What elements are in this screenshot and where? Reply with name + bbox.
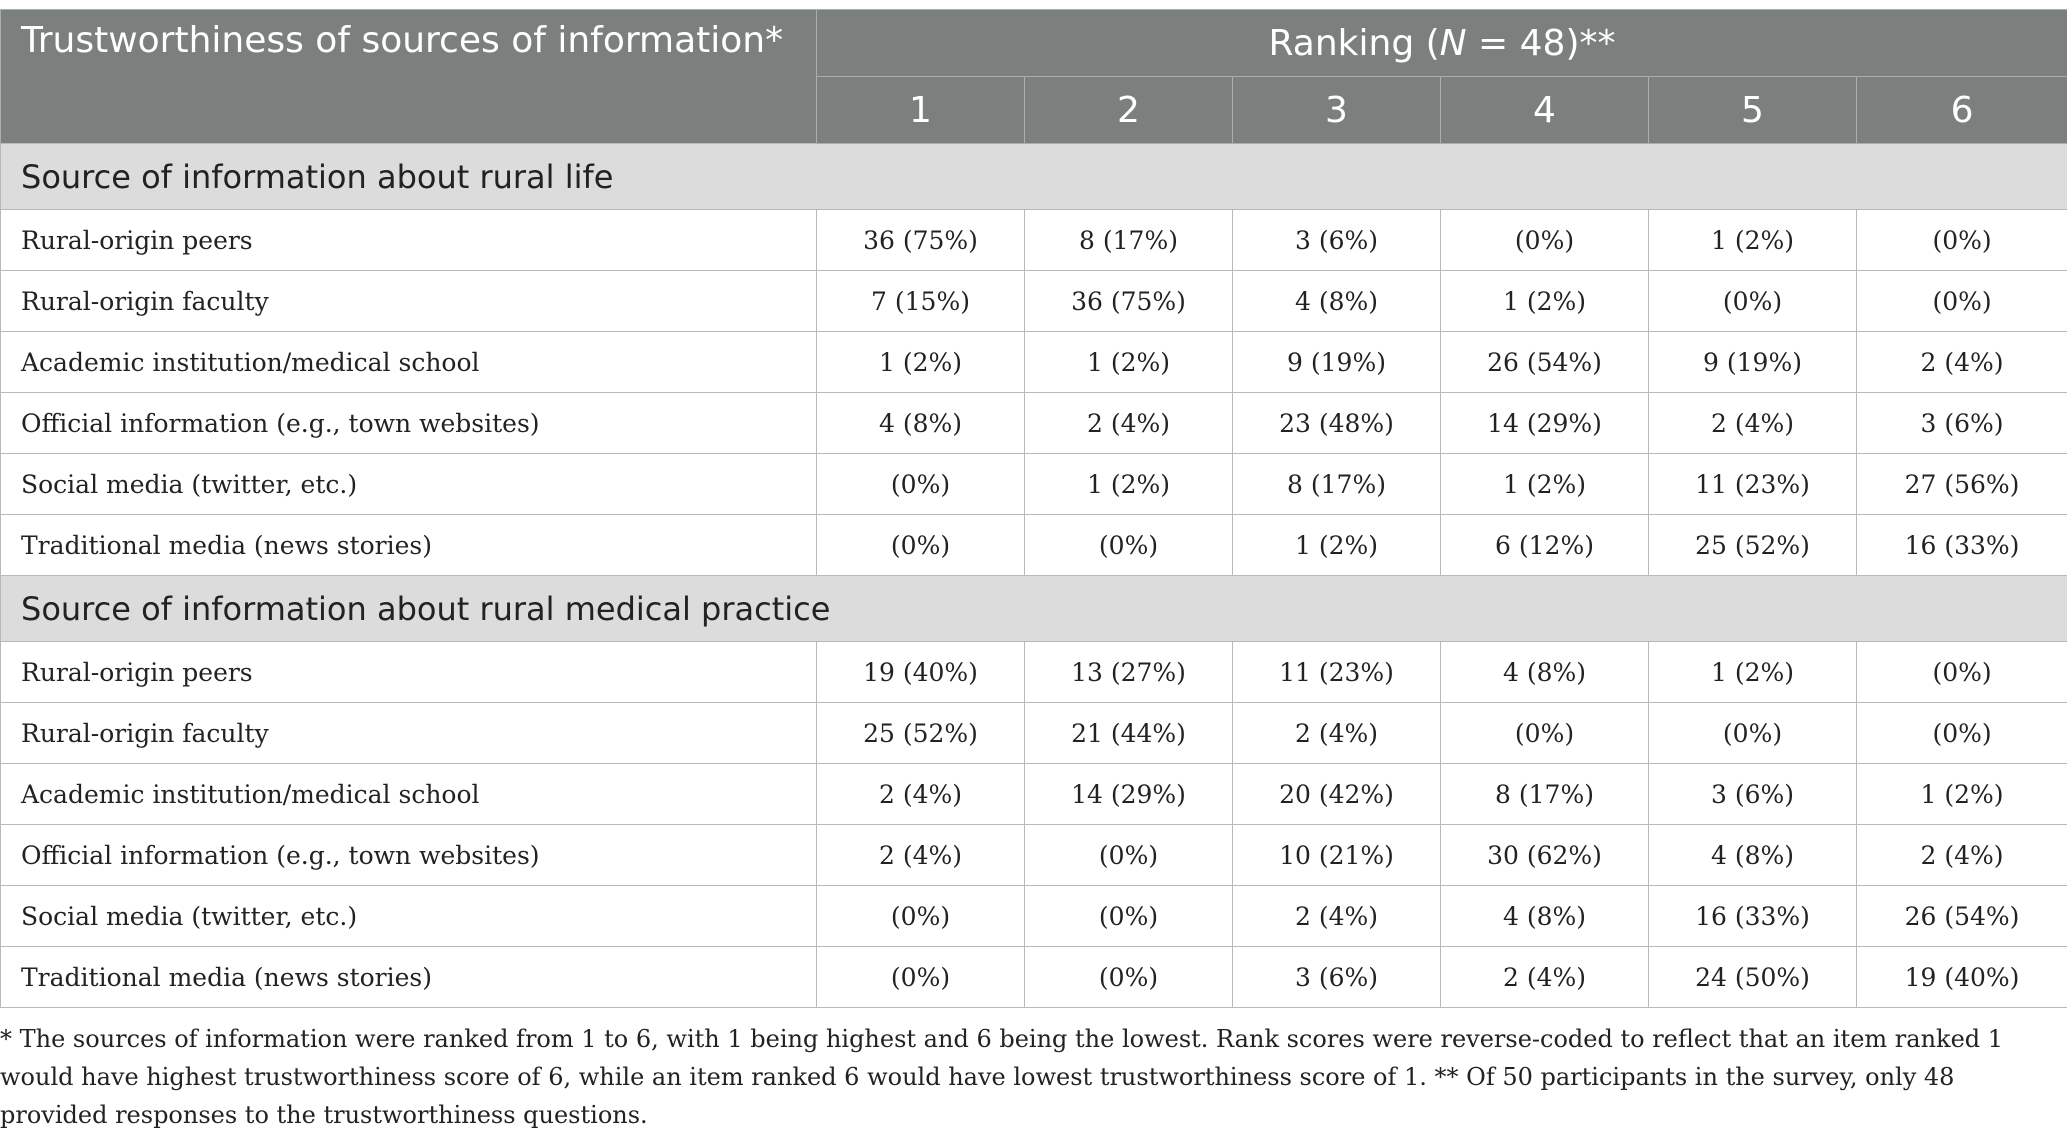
rank-2-cell: (0%): [1025, 515, 1233, 576]
table-row: [1, 454, 2067, 515]
rank-6-cell: 3 (6%): [1857, 393, 2067, 454]
ranking-suffix: = 48)**: [1466, 22, 1616, 64]
rank-4-cell: (0%): [1441, 703, 1649, 764]
rank-header-4: 4: [1441, 77, 1649, 144]
rank-header-1: 1: [817, 77, 1025, 144]
rank-4-cell: (0%): [1441, 210, 1649, 271]
rank-3-cell: 2 (4%): [1233, 703, 1441, 764]
rank-4-cell: 4 (8%): [1441, 886, 1649, 947]
column-header-ranking: [817, 10, 2067, 77]
section-title: Source of information about rural medical practice: [1, 576, 2067, 642]
table-row: [1, 764, 2067, 825]
rank-3-cell: 20 (42%): [1233, 764, 1441, 825]
rank-4-cell: 8 (17%): [1441, 764, 1649, 825]
rank-6-cell: 26 (54%): [1857, 886, 2067, 947]
rank-6-cell: 19 (40%): [1857, 947, 2067, 1008]
rank-1-cell: 7 (15%): [817, 271, 1025, 332]
rank-2-cell: (0%): [1025, 947, 1233, 1008]
rank-3-cell: 10 (21%): [1233, 825, 1441, 886]
rank-1-cell: 2 (4%): [817, 764, 1025, 825]
rank-5-cell: 25 (52%): [1649, 515, 1857, 576]
row-label: Rural-origin faculty: [1, 271, 817, 332]
rank-3-cell: 1 (2%): [1233, 515, 1441, 576]
rank-2-cell: 21 (44%): [1025, 703, 1233, 764]
rank-6-cell: 2 (4%): [1857, 825, 2067, 886]
table-row: [1, 393, 2067, 454]
table-row: [1, 886, 2067, 947]
rank-6-cell: (0%): [1857, 210, 2067, 271]
table-row: [1, 271, 2067, 332]
rank-header-6: 6: [1857, 77, 2067, 144]
row-label: Academic institution/medical school: [1, 332, 817, 393]
row-label: Official information (e.g., town websites): [1, 393, 817, 454]
rank-4-cell: 1 (2%): [1441, 454, 1649, 515]
table-body: [1, 144, 2067, 1008]
rank-1-cell: (0%): [817, 947, 1025, 1008]
rank-6-cell: (0%): [1857, 703, 2067, 764]
rank-4-cell: 1 (2%): [1441, 271, 1649, 332]
rank-5-cell: 4 (8%): [1649, 825, 1857, 886]
table-row: [1, 210, 2067, 271]
rank-1-cell: 25 (52%): [817, 703, 1025, 764]
rank-2-cell: 1 (2%): [1025, 454, 1233, 515]
rank-3-cell: 2 (4%): [1233, 886, 1441, 947]
rank-6-cell: (0%): [1857, 271, 2067, 332]
column-header-label: Trustworthiness of sources of information*: [1, 10, 817, 144]
rank-6-cell: 2 (4%): [1857, 332, 2067, 393]
rank-2-cell: 14 (29%): [1025, 764, 1233, 825]
rank-header-3: 3: [1233, 77, 1441, 144]
rank-header-2: 2: [1025, 77, 1233, 144]
row-label: Rural-origin faculty: [1, 703, 817, 764]
rank-1-cell: 4 (8%): [817, 393, 1025, 454]
rank-1-cell: 1 (2%): [817, 332, 1025, 393]
section-header-row: [1, 144, 2067, 210]
rank-5-cell: (0%): [1649, 271, 1857, 332]
row-label: Social media (twitter, etc.): [1, 454, 817, 515]
rank-5-cell: 11 (23%): [1649, 454, 1857, 515]
rank-2-cell: (0%): [1025, 825, 1233, 886]
rank-4-cell: 26 (54%): [1441, 332, 1649, 393]
row-label: Traditional media (news stories): [1, 947, 817, 1008]
rank-5-cell: 2 (4%): [1649, 393, 1857, 454]
rank-6-cell: 16 (33%): [1857, 515, 2067, 576]
rank-6-cell: 27 (56%): [1857, 454, 2067, 515]
rank-3-cell: 11 (23%): [1233, 642, 1441, 703]
rank-3-cell: 8 (17%): [1233, 454, 1441, 515]
table-row: [1, 703, 2067, 764]
rank-2-cell: 8 (17%): [1025, 210, 1233, 271]
rank-5-cell: 3 (6%): [1649, 764, 1857, 825]
rank-5-cell: (0%): [1649, 703, 1857, 764]
table-row: [1, 515, 2067, 576]
ranking-prefix: Ranking (: [1268, 22, 1440, 64]
table-row: [1, 332, 2067, 393]
rank-4-cell: 2 (4%): [1441, 947, 1649, 1008]
rank-6-cell: (0%): [1857, 642, 2067, 703]
table-footnote: * The sources of information were ranked from 1 to 6, with 1 being highest and 6 being the lowest. Rank scores were reverse-coded to reflect that an item ranked 1 would have highest trustworthiness score of 6, while an item ranked 6 would have lowest trustworthiness score of 1. ** Of 50 participants in the survey, only 48 provided responses to the trustworthiness questions.: [0, 1025, 2004, 1129]
section-header-row: [1, 576, 2067, 642]
section-title: Source of information about rural life: [1, 144, 2067, 210]
rank-5-cell: 24 (50%): [1649, 947, 1857, 1008]
rank-5-cell: 16 (33%): [1649, 886, 1857, 947]
trustworthiness-table: [0, 9, 2067, 1008]
rank-2-cell: 1 (2%): [1025, 332, 1233, 393]
rank-2-cell: (0%): [1025, 886, 1233, 947]
rank-4-cell: 6 (12%): [1441, 515, 1649, 576]
ranking-n: N: [1439, 22, 1467, 64]
row-label: Social media (twitter, etc.): [1, 886, 817, 947]
row-label: Official information (e.g., town websites): [1, 825, 817, 886]
rank-3-cell: 23 (48%): [1233, 393, 1441, 454]
rank-3-cell: 9 (19%): [1233, 332, 1441, 393]
table-row: [1, 642, 2067, 703]
rank-6-cell: 1 (2%): [1857, 764, 2067, 825]
rank-1-cell: 2 (4%): [817, 825, 1025, 886]
rank-1-cell: (0%): [817, 515, 1025, 576]
rank-1-cell: 19 (40%): [817, 642, 1025, 703]
rank-1-cell: (0%): [817, 886, 1025, 947]
table-row: [1, 825, 2067, 886]
rank-3-cell: 3 (6%): [1233, 947, 1441, 1008]
rank-1-cell: 36 (75%): [817, 210, 1025, 271]
rank-2-cell: 2 (4%): [1025, 393, 1233, 454]
row-label: Traditional media (news stories): [1, 515, 817, 576]
rank-5-cell: 1 (2%): [1649, 642, 1857, 703]
rank-3-cell: 3 (6%): [1233, 210, 1441, 271]
row-label: Rural-origin peers: [1, 210, 817, 271]
rank-4-cell: 4 (8%): [1441, 642, 1649, 703]
rank-header-5: 5: [1649, 77, 1857, 144]
rank-2-cell: 36 (75%): [1025, 271, 1233, 332]
rank-5-cell: 1 (2%): [1649, 210, 1857, 271]
rank-3-cell: 4 (8%): [1233, 271, 1441, 332]
table-row: [1, 947, 2067, 1008]
row-label: Rural-origin peers: [1, 642, 817, 703]
row-label: Academic institution/medical school: [1, 764, 817, 825]
rank-4-cell: 14 (29%): [1441, 393, 1649, 454]
rank-4-cell: 30 (62%): [1441, 825, 1649, 886]
header-row-1: [1, 10, 2067, 77]
rank-1-cell: (0%): [817, 454, 1025, 515]
rank-2-cell: 13 (27%): [1025, 642, 1233, 703]
rank-5-cell: 9 (19%): [1649, 332, 1857, 393]
